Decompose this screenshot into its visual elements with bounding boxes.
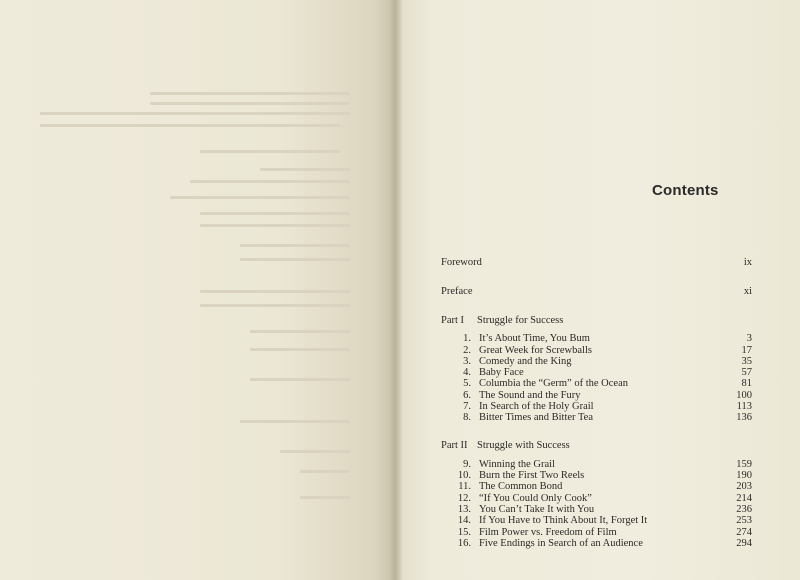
chapter-number: 2. — [463, 345, 471, 356]
part-1-label: Part I — [441, 315, 465, 326]
part-1-title: Struggle for Success — [477, 315, 564, 326]
chapter-page: 274 — [736, 527, 752, 538]
chapter-number: 3. — [463, 356, 471, 367]
chapter-number: 5. — [463, 378, 471, 389]
chapter-title: The Sound and the Fury — [479, 390, 581, 401]
part-2-title: Struggle with Success — [477, 440, 570, 451]
chapter-page: 136 — [736, 412, 752, 423]
chapter-page: 35 — [741, 356, 752, 367]
chapter-title: Baby Face — [479, 367, 524, 378]
chapter-page: 253 — [736, 515, 752, 526]
chapter-page: 100 — [736, 390, 752, 401]
chapter-title: Bitter Times and Bitter Tea — [479, 412, 593, 423]
chapter-title: Comedy and the King — [479, 356, 572, 367]
chapter-page: 17 — [741, 345, 752, 356]
chapter-number: 15. — [457, 527, 471, 538]
chapter-page: 159 — [736, 459, 752, 470]
chapter-title: You Can’t Take It with You — [479, 504, 595, 515]
chapter-title: Columbia the “Germ” of the Ocean — [479, 378, 628, 389]
chapter-number: 4. — [463, 367, 471, 378]
chapter-number: 16. — [457, 538, 471, 549]
chapter-page: 81 — [741, 378, 752, 389]
chapter-page: 190 — [736, 470, 752, 481]
chapter-title: It’s About Time, You Bum — [479, 333, 590, 344]
chapter-page: 113 — [736, 401, 752, 412]
chapter-page: 3 — [746, 333, 752, 344]
contents-heading: Contents — [652, 182, 719, 199]
chapter-title: “If You Could Only Cook” — [479, 493, 592, 504]
chapter-number: 11. — [458, 481, 471, 492]
chapter-number: 7. — [463, 401, 471, 412]
toc-entry-preface-label: Preface — [441, 286, 473, 297]
chapter-number: 8. — [463, 412, 471, 423]
toc-entry-foreword-page: ix — [743, 257, 752, 268]
part-2-label: Part II — [441, 440, 468, 451]
chapter-title: In Search of the Holy Grail — [479, 401, 594, 412]
chapter-number: 13. — [457, 504, 471, 515]
chapter-title: The Common Bond — [479, 481, 563, 492]
chapter-page: 57 — [741, 367, 752, 378]
chapter-page: 294 — [736, 538, 752, 549]
chapter-title: Burn the First Two Reels — [479, 470, 585, 481]
chapter-title: Great Week for Screwballs — [479, 345, 592, 356]
chapter-page: 203 — [736, 481, 752, 492]
chapter-number: 14. — [457, 515, 471, 526]
chapter-number: 10. — [457, 470, 471, 481]
chapter-number: 12. — [457, 493, 471, 504]
chapter-title: Winning the Grail — [479, 459, 555, 470]
chapter-number: 9. — [463, 459, 471, 470]
chapter-title: Film Power vs. Freedom of Film — [479, 527, 617, 538]
chapter-number: 6. — [463, 390, 471, 401]
toc-entry-foreword-label: Foreword — [441, 257, 482, 268]
chapter-title: If You Have to Think About It, Forget It — [479, 515, 648, 526]
toc-entry-preface-page: xi — [743, 286, 752, 297]
chapter-title: Five Endings in Search of an Audience — [479, 538, 643, 549]
chapter-number: 1. — [463, 333, 471, 344]
chapter-page: 236 — [736, 504, 752, 515]
chapter-page: 214 — [736, 493, 752, 504]
